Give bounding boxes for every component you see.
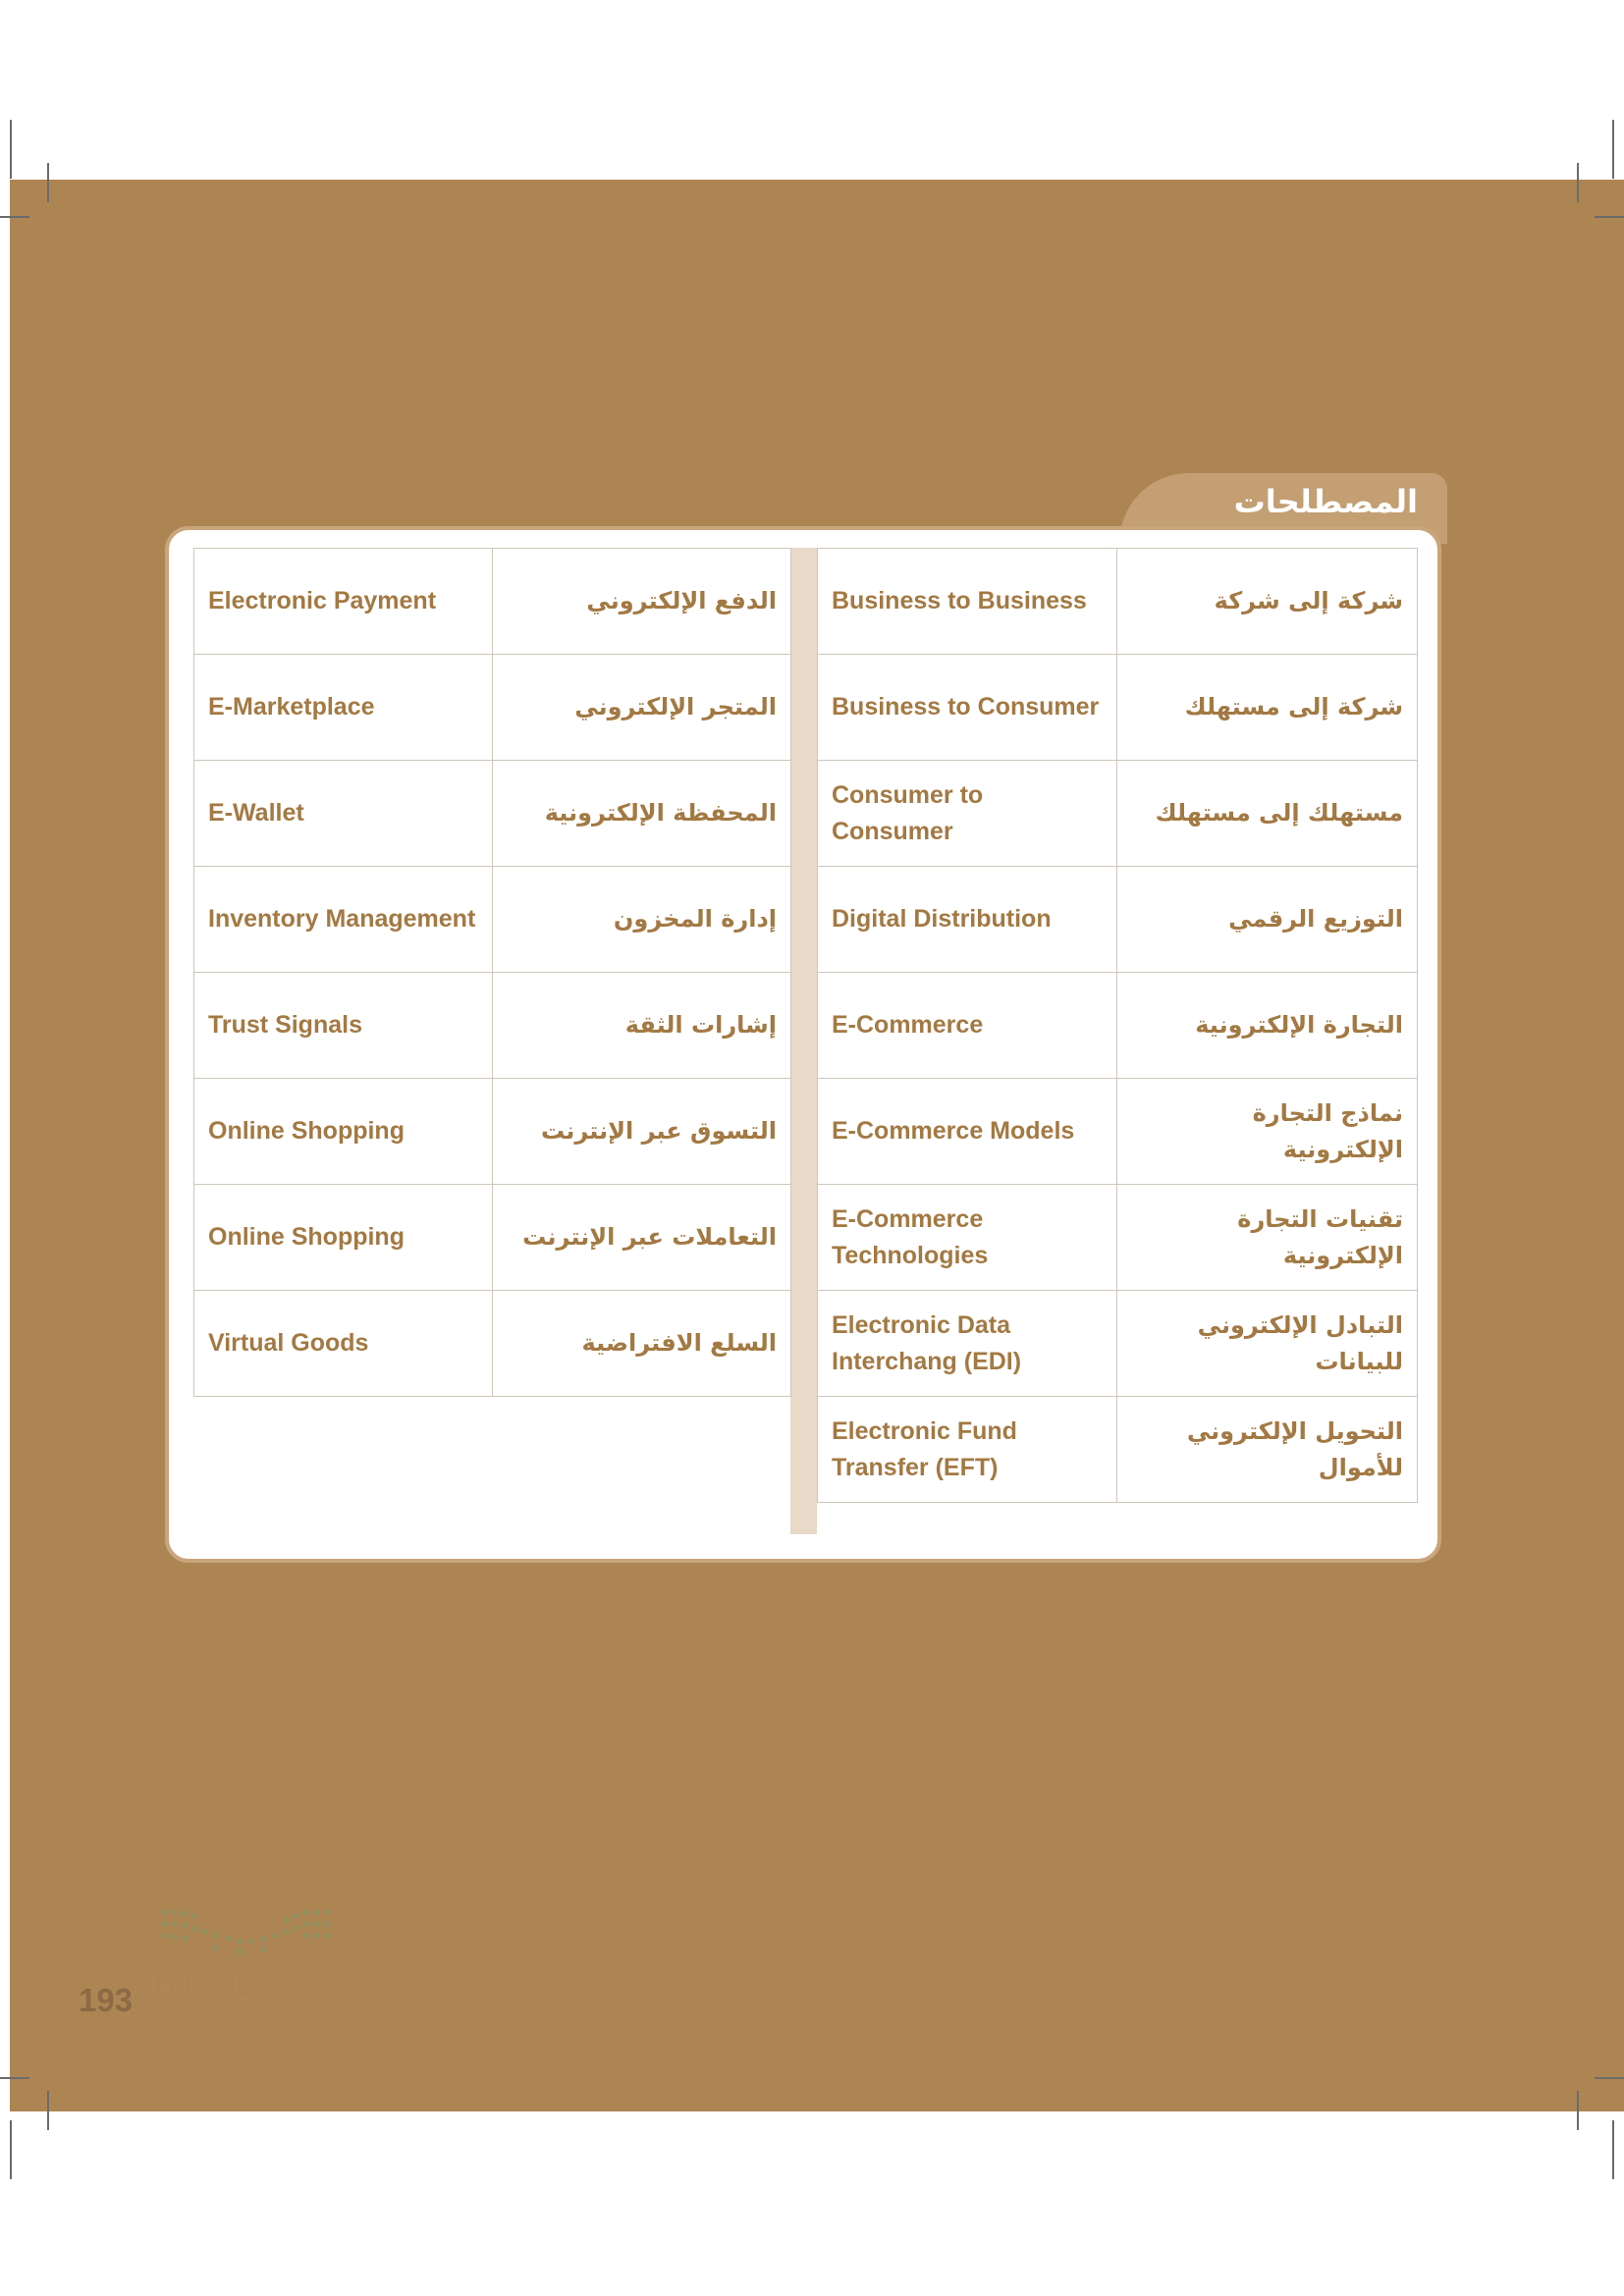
ministry-year: 2024 - 1446 [82, 2030, 172, 2049]
term-english: E-Wallet [194, 761, 493, 867]
term-english: Business to Consumer [818, 655, 1117, 761]
term-arabic: المتجر الإلكتروني [493, 655, 791, 761]
term-arabic: إشارات الثقة [493, 973, 791, 1079]
table-row [194, 1291, 791, 1397]
term-english: E-Commerce Technologies [818, 1185, 1117, 1291]
crop-mark [1612, 2120, 1614, 2179]
table-row [194, 1185, 791, 1291]
table-row [818, 1079, 1418, 1185]
term-english: Electronic Payment [194, 549, 493, 655]
ministry-logo-icon [157, 1904, 334, 1958]
term-arabic: السلع الافتراضية [493, 1291, 791, 1397]
term-arabic: التحويل الإلكتروني للأموال [1117, 1397, 1418, 1503]
term-english: Digital Distribution [818, 867, 1117, 973]
table-row [818, 1397, 1418, 1503]
term-english: Online Shopping [194, 1079, 493, 1185]
column-divider [790, 548, 817, 1534]
table-row [818, 761, 1418, 867]
crop-mark [10, 2120, 12, 2179]
table-row [818, 973, 1418, 1079]
table-row [194, 1079, 791, 1185]
table-row [194, 867, 791, 973]
crop-mark [0, 2077, 29, 2079]
table-row [194, 973, 791, 1079]
term-arabic: إدارة المخزون [493, 867, 791, 973]
term-arabic: تقنيات التجارة الإلكترونية [1117, 1185, 1418, 1291]
crop-mark [1577, 163, 1579, 202]
crop-mark [47, 2091, 49, 2130]
crop-mark [10, 120, 12, 179]
term-english: Electronic Fund Transfer (EFT) [818, 1397, 1117, 1503]
section-title: المصطلحات [1233, 483, 1418, 520]
term-arabic: التسوق عبر الإنترنت [493, 1079, 791, 1185]
term-english: E-Commerce Models [818, 1079, 1117, 1185]
term-arabic: نماذج التجارة الإلكترونية [1117, 1079, 1418, 1185]
term-english: Inventory Management [194, 867, 493, 973]
term-arabic: التجارة الإلكترونية [1117, 973, 1418, 1079]
term-english: Electronic Data Interchang (EDI) [818, 1291, 1117, 1397]
term-english: Business to Business [818, 549, 1117, 655]
table-row [194, 761, 791, 867]
term-english: Virtual Goods [194, 1291, 493, 1397]
table-row [818, 549, 1418, 655]
term-english: Consumer to Consumer [818, 761, 1117, 867]
crop-mark [47, 163, 49, 202]
term-arabic: الدفع الإلكتروني [493, 549, 791, 655]
term-arabic: التعاملات عبر الإنترنت [493, 1185, 791, 1291]
glossary-table-left [193, 548, 791, 1397]
crop-mark [1577, 2091, 1579, 2130]
term-english: E-Marketplace [194, 655, 493, 761]
term-arabic: مستهلك إلى مستهلك [1117, 761, 1418, 867]
ministry-name-english: Ministry of Education [118, 2008, 273, 2027]
term-arabic: التبادل الإلكتروني للبيانات [1117, 1291, 1418, 1397]
term-english: Online Shopping [194, 1185, 493, 1291]
table-row [194, 655, 791, 761]
term-arabic: شركة إلى مستهلك [1117, 655, 1418, 761]
term-english: Trust Signals [194, 973, 493, 1079]
page-number: 193 [79, 1982, 134, 2018]
crop-mark [1612, 120, 1614, 179]
term-arabic: المحفظة الإلكترونية [493, 761, 791, 867]
table-row [194, 549, 791, 655]
table-row [818, 1291, 1418, 1397]
crop-mark [0, 216, 29, 218]
table-row [818, 1185, 1418, 1291]
glossary-table-right [817, 548, 1418, 1503]
term-arabic: التوزيع الرقمي [1117, 867, 1418, 973]
term-english: E-Commerce [818, 973, 1117, 1079]
ministry-name-arabic: وزارة التعليم [123, 1968, 267, 2001]
table-row [818, 655, 1418, 761]
term-arabic: شركة إلى شركة [1117, 549, 1418, 655]
crop-mark [1595, 2077, 1624, 2079]
crop-mark [1595, 216, 1624, 218]
table-row [818, 867, 1418, 973]
